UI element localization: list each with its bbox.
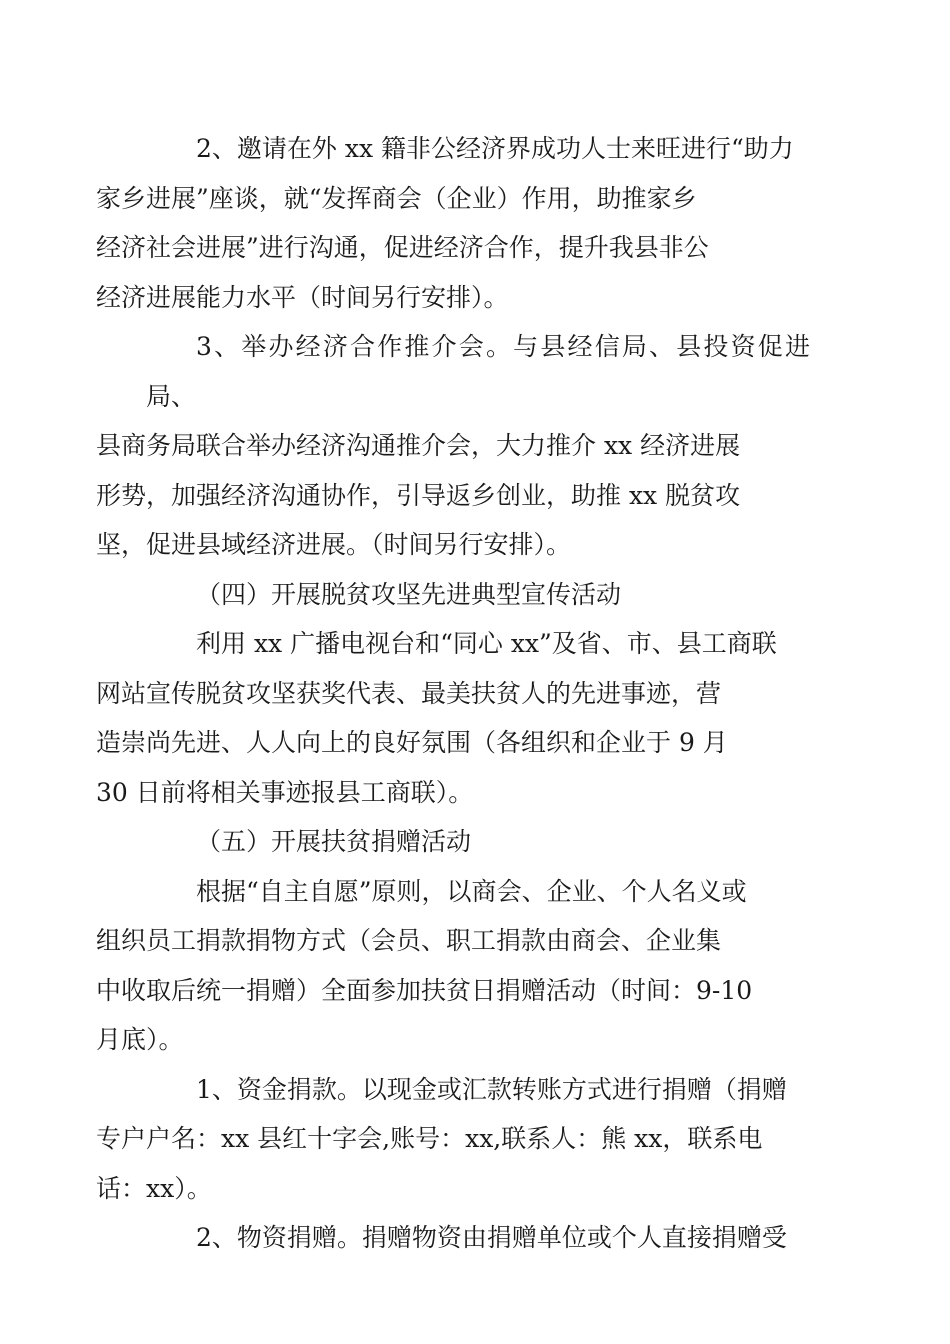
text-line: 组织员工捐款捐物方式（会员、职工捐款由商会、企业集 [96, 926, 722, 955]
text-line: 造崇尚先进、人人向上的良好氛围（各组织和企业于 9 月 [96, 728, 728, 757]
section-heading-four [146, 570, 810, 620]
paragraph-donation-principle [96, 867, 810, 1065]
paragraph-investment-promotion [96, 322, 810, 570]
paragraph-invite-entrepreneurs [96, 124, 810, 322]
text-line: 月底）。 [96, 1025, 184, 1054]
paragraph-cash-donation [96, 1065, 810, 1214]
text-line: 县商务局联合举办经济沟通推介会，大力推介 xx 经济进展 [96, 431, 741, 460]
paragraph-publicity [96, 619, 810, 817]
text-line: （四）开展脱贫攻坚先进典型宣传活动 [196, 579, 622, 609]
text-line: （五）开展扶贫捐赠活动 [196, 827, 472, 856]
text-line: 中收取后统一捐赠）全面参加扶贫日捐赠活动（时间：9-10 [96, 975, 753, 1005]
text-line: 利用 xx 广播电视台和“同心 xx”及省、市、县工商联 [196, 629, 777, 658]
text-line: 经济进展能力水平（时间另行安排）。 [96, 282, 509, 312]
text-line: 根据“自主自愿”原则，以商会、企业、个人名义或 [196, 876, 747, 906]
text-line: 1、资金捐款。以现金或汇款转账方式进行捐赠（捐赠 [196, 1074, 787, 1104]
text-line: 形势，加强经济沟通协作，引导返乡创业，助推 xx 脱贫攻 [96, 480, 741, 510]
text-line: 坚，促进县域经济进展。（时间另行安排）。 [96, 530, 572, 559]
text-line: 2、物资捐赠。捐赠物资由捐赠单位或个人直接捐赠受 [196, 1223, 787, 1252]
section-heading-five [146, 817, 810, 867]
text-line: 2、邀请在外 xx 籍非公经济界成功人士来旺进行“助力 [196, 134, 794, 163]
text-line: 话：xx）。 [96, 1173, 212, 1203]
text-line: 经济社会进展”进行沟通，促进经济合作，提升我县非公 [96, 233, 709, 262]
text-line: 网站宣传脱贫攻坚获奖代表、最美扶贫人的先进事迹，营 [96, 678, 722, 708]
text-line: 3、举办经济合作推介会。与县经信局、县投资促进局、 [146, 332, 810, 411]
text-line: 专户户名：xx 县红十字会,账号：xx,联系人：熊 xx，联系电 [96, 1124, 763, 1153]
text-line: 家乡进展”座谈，就“发挥商会（企业）作用，助推家乡 [96, 183, 697, 213]
text-line: 30 日前将相关事迹报县工商联）。 [96, 777, 474, 807]
document-body [96, 124, 810, 1263]
paragraph-goods-donation [146, 1213, 810, 1263]
